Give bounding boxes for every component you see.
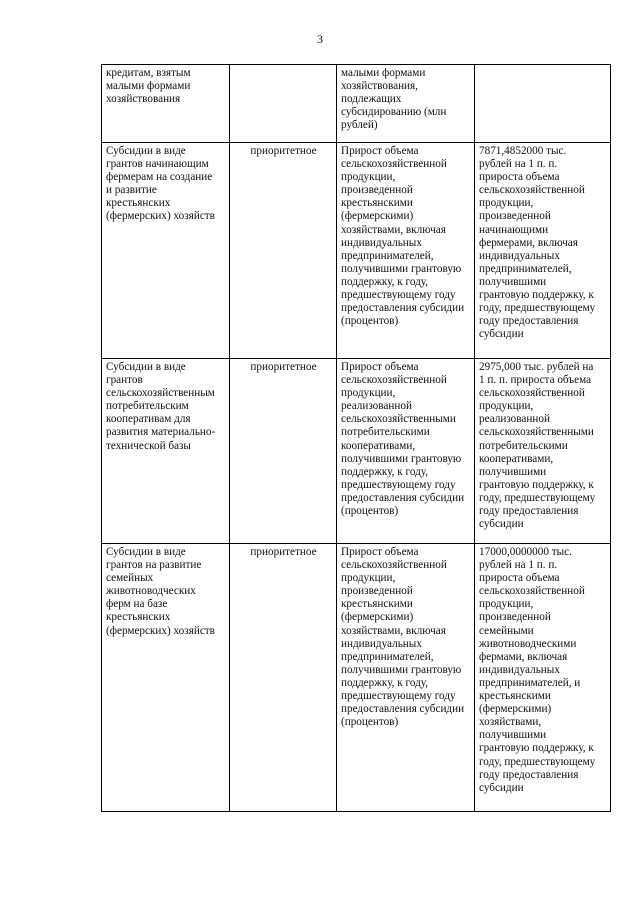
value-cell: 17000,0000000 тыс. рублей на 1 п. п. прироста объема сельскохозяйственной продукции, произведенной семейными животноводческими фермами, включая индивидуальных предпринимателей, и крестьянскими (фермерскими) хозяйствами, получившими грантовую поддержку, к году, предшествующему году предоставления субсидии (475, 544, 611, 812)
subsidy-name-cell: Субсидии в виде грантов начинающим фермерам на создание и развитие крестьянских (фермерских) хозяйств (102, 143, 230, 359)
table-row (102, 359, 611, 544)
indicator-cell: Прирост объема сельскохозяйственной продукции, произведенной крестьянскими (фермерскими) хозяйствами, включая индивидуальных предпринимателей, получившими грантовую поддержку, к году, предшествующему году предоставления субсидии (процентов) (337, 143, 475, 359)
subsidy-type-cell: приоритетное (230, 359, 337, 544)
page-number: 3 (317, 32, 323, 46)
indicator-cell: Прирост объема сельскохозяйственной продукции, произведенной крестьянскими (фермерскими) хозяйствами, включая индивидуальных предпринимателей, получившими грантовую поддержку, к году, предшествующему году предоставления субсидии (процентов) (337, 544, 475, 812)
subsidy-name-cell: Субсидии в виде грантов на развитие семейных животноводческих ферм на базе крестьянских (фермерских) хозяйств (102, 544, 230, 812)
value-cell: 7871,4852000 тыс. рублей на 1 п. п. прироста объема сельскохозяйственной продукции, произведенной начинающими фермерами, включая индивидуальных предпринимателей, получившими грантовую поддержку, к году, предшествующему году предоставления субсидии (475, 143, 611, 359)
indicator-cell: малыми формами хозяйствования, подлежащих субсидированию (млн рублей) (337, 65, 475, 143)
table-row (102, 65, 611, 143)
value-cell: 2975,000 тыс. рублей на 1 п. п. прироста объема сельскохозяйственной продукции, реализованной сельскохозяйственными потребительскими кооперативами, получившими грантовую поддержку, к году, предшествующему году предоставления субсидии (475, 359, 611, 544)
table-row (102, 544, 611, 812)
subsidy-type-cell: приоритетное (230, 143, 337, 359)
subsidy-name-cell: Субсидии в виде грантов сельскохозяйственным потребительским кооперативам для развития материально- технической базы (102, 359, 230, 544)
subsidy-type-cell (230, 65, 337, 143)
indicator-cell: Прирост объема сельскохозяйственной продукции, реализованной сельскохозяйственными потребительскими кооперативами, получившими грантовую поддержку, к году, предшествующему году предоставления субсидии (процентов) (337, 359, 475, 544)
value-cell (475, 65, 611, 143)
subsidy-type-cell: приоритетное (230, 544, 337, 812)
subsidy-table (101, 64, 611, 812)
table-row (102, 143, 611, 359)
subsidy-name-cell: кредитам, взятым малыми формами хозяйствования (102, 65, 230, 143)
